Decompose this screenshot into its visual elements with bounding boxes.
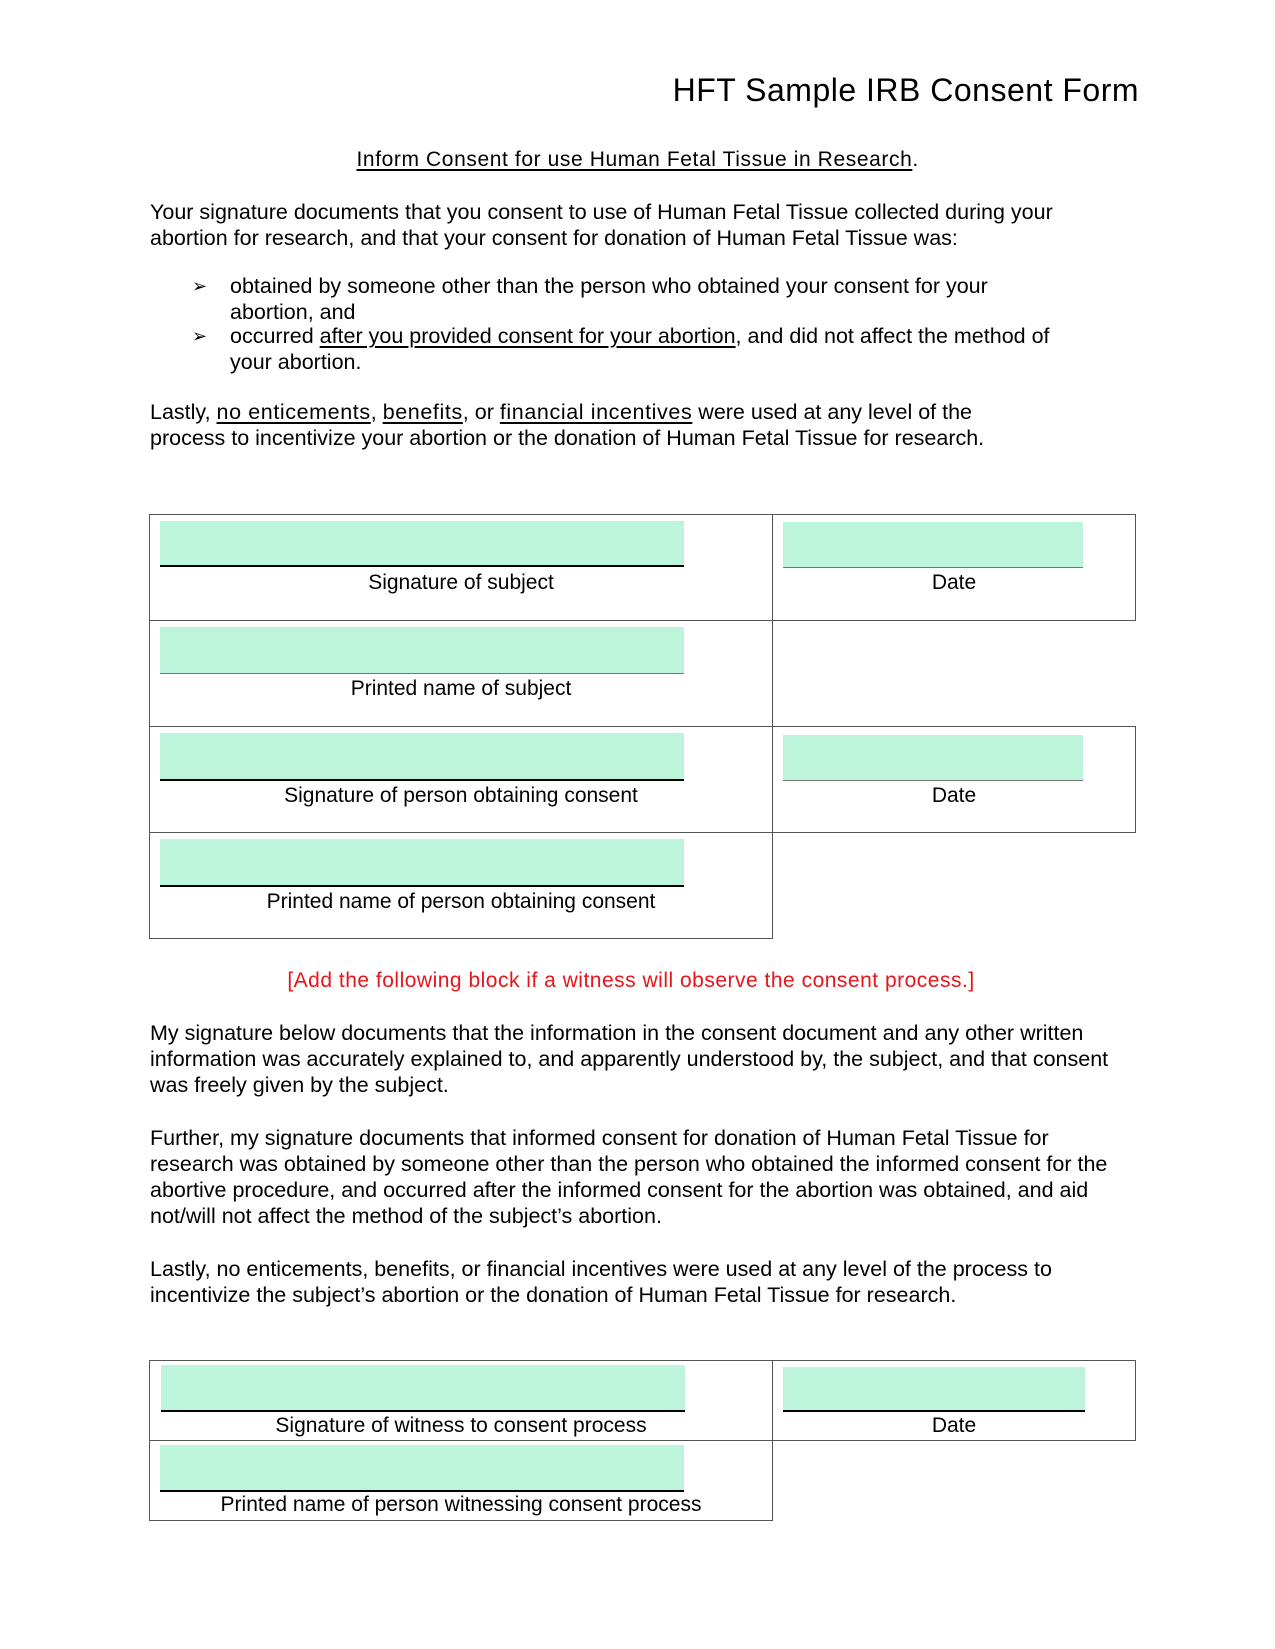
obtaining-printed-name-label: Printed name of person obtaining consent (266, 890, 656, 913)
lastly-pre: Lastly, (150, 400, 217, 424)
obtaining-signature-field[interactable] (160, 733, 684, 781)
bullet-2-text (230, 323, 1050, 375)
obtaining-signature-cell (149, 726, 773, 833)
lastly-post: were used at any level of the (692, 400, 972, 424)
document-title-period: . (912, 148, 919, 171)
benefits-text: benefits (382, 400, 463, 424)
witness-signature-cell (149, 1360, 773, 1441)
witness-signature-label: Signature of witness to consent process (275, 1414, 647, 1437)
lastly-sep1: , (370, 400, 383, 424)
bullet-2-pre: occurred (230, 324, 320, 348)
bullet-item-1 (192, 273, 1122, 325)
bullet-2-underlined: after you provided consent for your abortion (319, 324, 736, 348)
witness-printed-name-label: Printed name of person witnessing consent process (220, 1493, 702, 1516)
subject-date-field[interactable] (783, 522, 1083, 568)
bullet-item-2 (192, 323, 1122, 375)
subject-signature-cell (149, 514, 773, 621)
bullet-1-text (230, 273, 988, 325)
witness-date-field[interactable] (783, 1367, 1085, 1412)
lastly-sep2: , or (462, 400, 500, 424)
obtaining-date-cell (772, 726, 1136, 833)
witness-paragraph-3: Lastly, no enticements, benefits, or financial incentives were used at any level of the process to incentivize the subject’s abortion or the donation of Human Fetal Tissue for research. (150, 1257, 1052, 1307)
subject-signature-field[interactable] (160, 521, 684, 567)
subject-printed-name-field[interactable] (160, 627, 684, 674)
subject-date-label: Date (931, 571, 977, 594)
witness-paragraph-1: My signature below documents that the information in the consent document and any other written information was accurately explained to, and apparently understood by, the subject, and that consent was freely given by the subject. (150, 1021, 1109, 1097)
bullet-1-line1: obtained by someone other than the person who obtained your consent for your (230, 274, 988, 298)
witness-signature-field[interactable] (161, 1365, 685, 1412)
witness-date-label: Date (931, 1414, 977, 1437)
subject-date-cell (772, 514, 1136, 621)
obtaining-printed-name-cell (149, 832, 773, 939)
intro-paragraph: Your signature documents that you consent to use of Human Fetal Tissue collected during your abortion for research, and that your consent for donation of Human Fetal Tissue was: (150, 200, 1053, 250)
witness-paragraph-2: Further, my signature documents that informed consent for donation of Human Fetal Tissue for research was obtained by someone other than the person who obtained the informed consent for the abortive procedure, and occurred after the informed consent for the abortion was obtained, and aid not/will not affect the method of the subject’s abortion. (150, 1126, 1108, 1228)
witness-instruction-note: [Add the following block if a witness will observe the consent process.] (287, 969, 975, 992)
witness-date-cell (772, 1360, 1136, 1441)
obtaining-date-field[interactable] (783, 735, 1083, 781)
obtaining-signature-label: Signature of person obtaining consent (284, 784, 638, 807)
arrow-bullet-icon: ➢ (192, 276, 208, 296)
obtaining-printed-name-field[interactable] (160, 839, 684, 887)
financial-incentives-text: financial incentives (499, 400, 693, 424)
subject-signature-label: Signature of subject (368, 571, 554, 594)
witness-printed-name-field[interactable] (160, 1445, 684, 1492)
lastly-line2: process to incentivize your abortion or the donation of Human Fetal Tissue for research. (150, 426, 985, 450)
bullet-2-post: , and did not affect the method of (735, 324, 1050, 348)
witness-printed-name-cell (149, 1440, 773, 1521)
subject-printed-name-cell (149, 620, 773, 727)
form-header-title: HFT Sample IRB Consent Form (672, 72, 1139, 108)
obtaining-date-label: Date (931, 784, 977, 807)
no-enticements-text: no enticements (216, 400, 371, 424)
arrow-bullet-icon: ➢ (192, 326, 208, 346)
document-title (0, 148, 1275, 172)
bullet-1-line2: abortion, and (230, 300, 356, 324)
document-title-text: Inform Consent for use Human Fetal Tissue in Research (356, 148, 913, 171)
lastly-paragraph (150, 399, 1125, 451)
bullet-2-line2: your abortion. (230, 350, 362, 374)
subject-printed-name-label: Printed name of subject (350, 677, 572, 700)
